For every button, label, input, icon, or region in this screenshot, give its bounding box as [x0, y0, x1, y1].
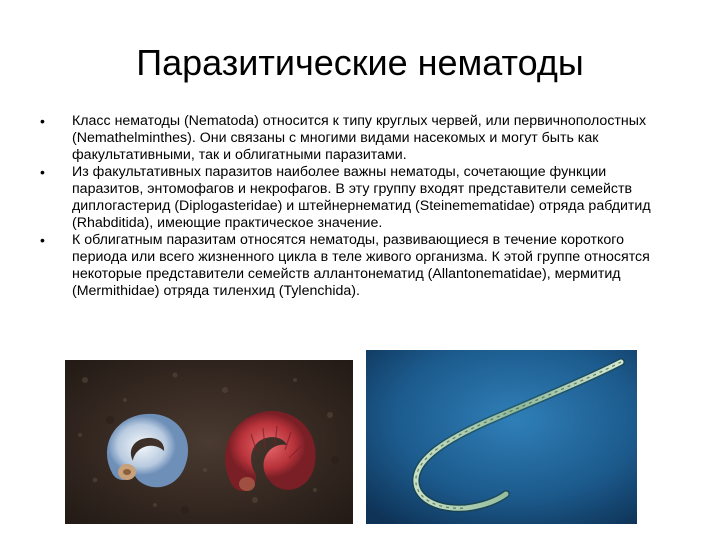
bullet-item	[40, 164, 670, 232]
nematode-photo	[366, 350, 637, 524]
bullet-icon: •	[40, 232, 45, 248]
white-larva-icon	[118, 426, 176, 480]
bullet-item	[40, 113, 670, 164]
bullet-text: К облигатным паразитам относятся нематоды, развивающиеся в течение короткого периода или всего жизненного цикла в теле живого организма. К этой группе относятся некоторые представители семейств аллантонематид (Allantonematidae), мермитид (Mermithidae) отряда тиленхид (Tylenchida).	[72, 232, 650, 299]
bullet-list	[40, 113, 670, 300]
slide-title: Паразитические нематоды	[136, 42, 584, 83]
red-larva-icon	[238, 424, 302, 491]
bullet-icon: •	[40, 113, 45, 129]
bullet-icon: •	[40, 164, 45, 180]
bullet-text: Класс нематоды (Nematoda) относится к типу круглых червей, или первичнополостных (Nemathelminthes). Они связаны с многими видами насекомых и могут быть как факультативными, так и облигатными паразитами.	[72, 113, 647, 163]
larvae-photo	[65, 360, 353, 524]
bullet-item	[40, 232, 670, 300]
bullet-text: Из факультативных паразитов наиболее важны нематоды, сочетающие функции паразитов, энтомофагов и некрофагов. В эту группу входят представители семейств диплогастерид (Diplogasteridae) и штейнернематид (Steinememаtidae) отряда рабдитид (Rhabditida), имеющие практическое значение.	[72, 164, 651, 231]
